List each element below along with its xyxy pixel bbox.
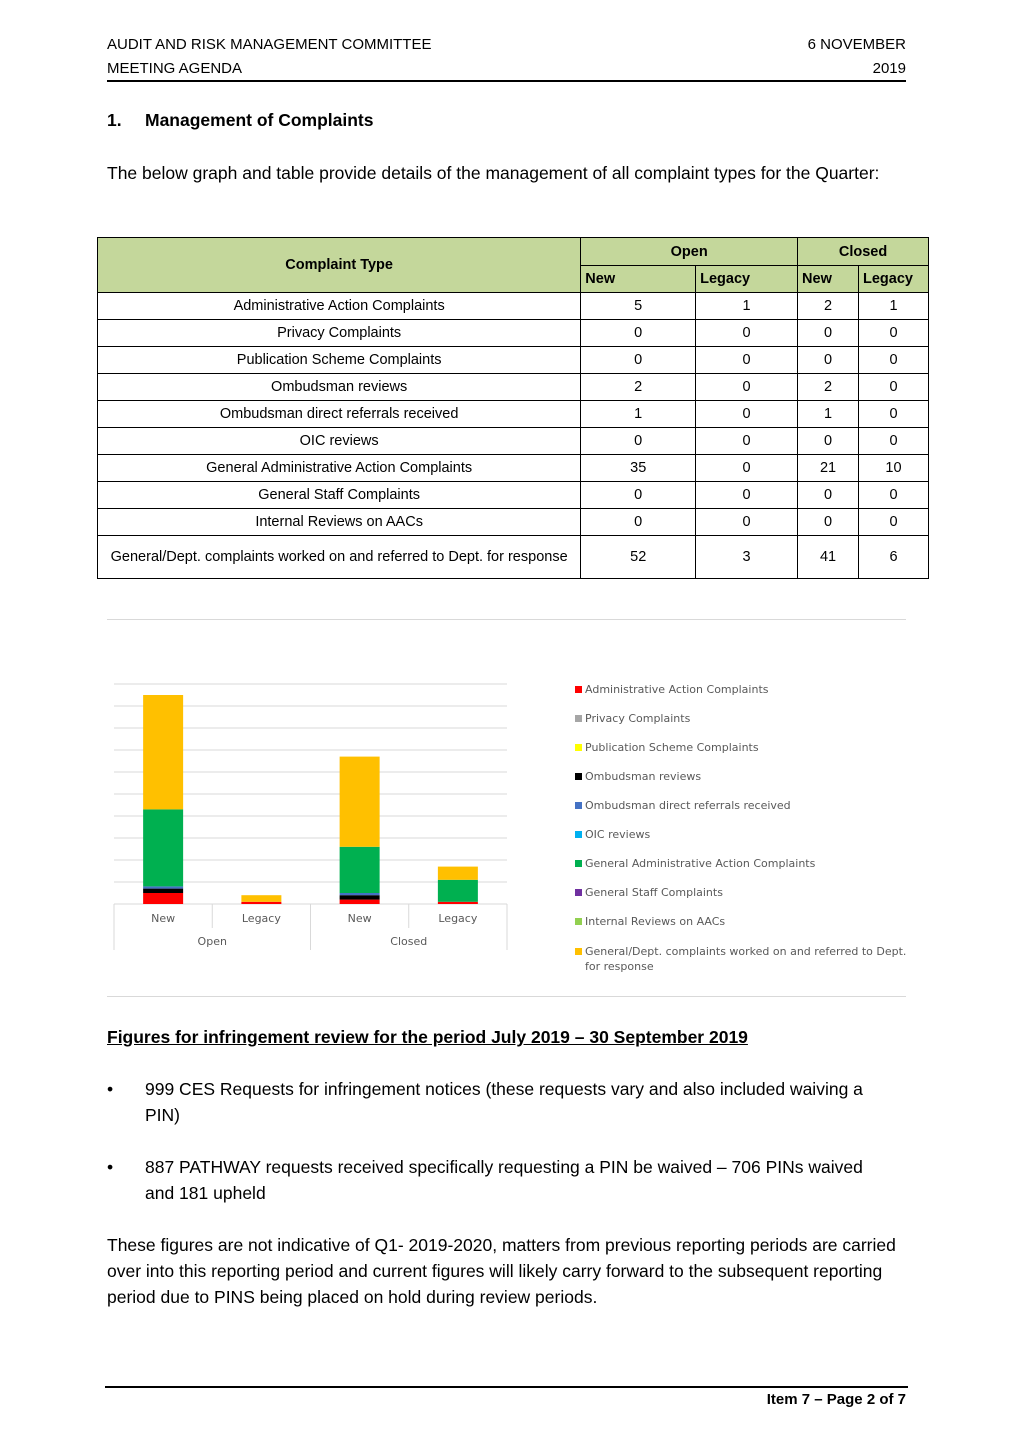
bar-segment <box>143 886 183 888</box>
complaint-type-cell: Administrative Action Complaints <box>98 293 581 320</box>
legend-swatch <box>575 860 582 867</box>
table-row <box>98 536 929 579</box>
legend-swatch <box>575 948 582 955</box>
closed-legacy-cell: 0 <box>858 374 928 401</box>
legend-swatch <box>575 773 582 780</box>
bar-segment <box>340 893 380 895</box>
page-number: Item 7 – Page 2 of 7 <box>766 1391 906 1408</box>
table-row <box>98 428 929 455</box>
legend-item <box>575 944 915 974</box>
table-row <box>98 509 929 536</box>
closed-legacy-cell: 6 <box>858 536 928 579</box>
complaint-type-cell: General/Dept. complaints worked on and referred to Dept. for response <box>98 536 581 579</box>
legend-label: Privacy Complaints <box>585 712 691 725</box>
legend-label: General Administrative Action Complaints <box>585 857 816 870</box>
bullet-text: 887 PATHWAY requests received specifically requesting a PIN be waived – 706 PINs waived and 181 upheld <box>145 1157 863 1203</box>
legend-label: Administrative Action Complaints <box>585 683 769 696</box>
open-new-cell: 0 <box>581 320 696 347</box>
open-legacy-cell: 0 <box>696 374 798 401</box>
open-legacy-cell: 0 <box>696 482 798 509</box>
open-new-cell: 0 <box>581 509 696 536</box>
legend-swatch <box>575 686 582 693</box>
complaints-chart <box>107 680 517 955</box>
legend-label: General Staff Complaints <box>585 886 723 899</box>
closed-legacy-cell: 0 <box>858 509 928 536</box>
complaint-type-cell: OIC reviews <box>98 428 581 455</box>
closed-new-cell: 21 <box>798 455 859 482</box>
legend-swatch <box>575 802 582 809</box>
category-label: Legacy <box>241 912 281 925</box>
category-label: Legacy <box>438 912 478 925</box>
committee-name <box>107 33 431 81</box>
open-header: Open <box>581 238 798 266</box>
legend-item <box>575 770 701 783</box>
legend-item <box>575 828 650 841</box>
closed-new-cell: 0 <box>798 428 859 455</box>
open-legacy-cell: 0 <box>696 347 798 374</box>
section-heading <box>107 110 374 131</box>
closed-legacy-cell: 0 <box>858 482 928 509</box>
open-legacy-cell: 1 <box>696 293 798 320</box>
bar-segment <box>438 902 478 904</box>
bar-segment <box>340 847 380 893</box>
table-row <box>98 455 929 482</box>
complaint-type-cell: General Staff Complaints <box>98 482 581 509</box>
page-header <box>107 33 906 82</box>
closed-new-cell: 1 <box>798 401 859 428</box>
footer-rule <box>105 1386 908 1388</box>
committee-line-2: MEETING AGENDA <box>107 60 243 77</box>
complaint-type-header: Complaint Type <box>98 238 581 293</box>
table-row <box>98 401 929 428</box>
bullet-dot: • <box>107 1157 114 1177</box>
legend-item <box>575 683 769 696</box>
open-new-cell: 0 <box>581 428 696 455</box>
bar-segment <box>143 809 183 886</box>
closed-new-cell: 0 <box>798 320 859 347</box>
group-label: Closed <box>390 935 428 948</box>
legend-item <box>575 712 690 725</box>
bar-segment <box>241 895 281 902</box>
complaint-type-cell: Internal Reviews on AACs <box>98 509 581 536</box>
open-new-cell: 5 <box>581 293 696 320</box>
committee-line-1: AUDIT AND RISK MANAGEMENT COMMITTEE <box>107 36 432 53</box>
bar-segment <box>340 900 380 904</box>
legend-label: Internal Reviews on AACs <box>585 915 726 928</box>
legend-item <box>575 886 723 899</box>
table-row <box>98 293 929 320</box>
legend-swatch <box>575 889 582 896</box>
legend-item <box>575 799 791 812</box>
bar-segment <box>340 757 380 847</box>
open-new-cell: 35 <box>581 455 696 482</box>
open-legacy-cell: 0 <box>696 509 798 536</box>
legend-item <box>575 915 725 928</box>
closed-new-cell: 0 <box>798 509 859 536</box>
closed-legacy-header: Legacy <box>858 266 928 293</box>
date-line-1: 6 NOVEMBER <box>807 36 906 53</box>
open-legacy-cell: 0 <box>696 455 798 482</box>
complaint-type-cell: Privacy Complaints <box>98 320 581 347</box>
legend-swatch <box>575 831 582 838</box>
legend-label: OIC reviews <box>585 828 651 841</box>
legend-label: General/Dept. complaints worked on and referred to Dept. for response <box>585 945 907 973</box>
group-label: Open <box>197 935 227 948</box>
closed-new-cell: 41 <box>798 536 859 579</box>
legend-item <box>575 741 759 754</box>
complaint-type-cell: General Administrative Action Complaints <box>98 455 581 482</box>
closed-legacy-cell: 0 <box>858 347 928 374</box>
complaint-type-cell: Ombudsman direct referrals received <box>98 401 581 428</box>
legend-swatch <box>575 918 582 925</box>
legend-swatch <box>575 715 582 722</box>
bar-segment <box>143 889 183 893</box>
table-row <box>98 347 929 374</box>
closed-header: Closed <box>798 238 929 266</box>
chart-top-rule <box>107 619 906 620</box>
infringement-title: Figures for infringement review for the period July 2019 – 30 September 2019 <box>107 1027 748 1047</box>
bar-segment <box>143 695 183 809</box>
open-new-cell: 0 <box>581 482 696 509</box>
open-legacy-cell: 0 <box>696 401 798 428</box>
legend-label: Ombudsman reviews <box>585 770 702 783</box>
bullet-dot: • <box>107 1079 114 1099</box>
bar-segment <box>340 895 380 899</box>
complaints-table <box>97 237 929 579</box>
section-title: Management of Complaints <box>145 110 374 130</box>
closed-legacy-cell: 0 <box>858 428 928 455</box>
open-legacy-cell: 3 <box>696 536 798 579</box>
complaint-type-cell: Publication Scheme Complaints <box>98 347 581 374</box>
intro-paragraph: The below graph and table provide details of the management of all complaint types for the Quarter: <box>107 163 880 183</box>
open-new-header: New <box>581 266 696 293</box>
date-line-2: 2019 <box>872 60 906 77</box>
closed-new-cell: 2 <box>798 293 859 320</box>
open-legacy-cell: 0 <box>696 428 798 455</box>
bar-segment <box>241 902 281 904</box>
closed-new-header: New <box>798 266 859 293</box>
bar-segment <box>438 867 478 880</box>
legend-label: Publication Scheme Complaints <box>585 741 759 754</box>
open-new-cell: 0 <box>581 347 696 374</box>
category-label: New <box>347 912 372 925</box>
open-new-cell: 1 <box>581 401 696 428</box>
closed-new-cell: 2 <box>798 374 859 401</box>
bar-segment <box>438 880 478 902</box>
meeting-date <box>808 33 906 81</box>
open-legacy-cell: 0 <box>696 320 798 347</box>
legend-item <box>575 857 815 870</box>
open-new-cell: 52 <box>581 536 696 579</box>
legend-label: Ombudsman direct referrals received <box>585 799 791 812</box>
legend-swatch <box>575 744 582 751</box>
category-label: New <box>151 912 176 925</box>
closed-legacy-cell: 0 <box>858 320 928 347</box>
closing-paragraph: These figures are not indicative of Q1- 2019-2020, matters from previous reporting periods are carried over into this reporting period and current figures will likely carry forward to the subsequent reporting period due to PINS being placed on hold during review periods. <box>107 1235 896 1307</box>
section-number: 1. <box>107 110 122 130</box>
table-row <box>98 320 929 347</box>
closed-legacy-cell: 0 <box>858 401 928 428</box>
table-row <box>98 482 929 509</box>
open-legacy-header: Legacy <box>696 266 798 293</box>
bullet-text: 999 CES Requests for infringement notices (these requests vary and also included waiving a PIN) <box>145 1079 863 1125</box>
chart-bottom-rule <box>107 996 906 997</box>
open-new-cell: 2 <box>581 374 696 401</box>
bar-segment <box>143 893 183 904</box>
closed-new-cell: 0 <box>798 482 859 509</box>
complaint-type-cell: Ombudsman reviews <box>98 374 581 401</box>
closed-legacy-cell: 1 <box>858 293 928 320</box>
table-row <box>98 374 929 401</box>
closed-legacy-cell: 10 <box>858 455 928 482</box>
closed-new-cell: 0 <box>798 347 859 374</box>
